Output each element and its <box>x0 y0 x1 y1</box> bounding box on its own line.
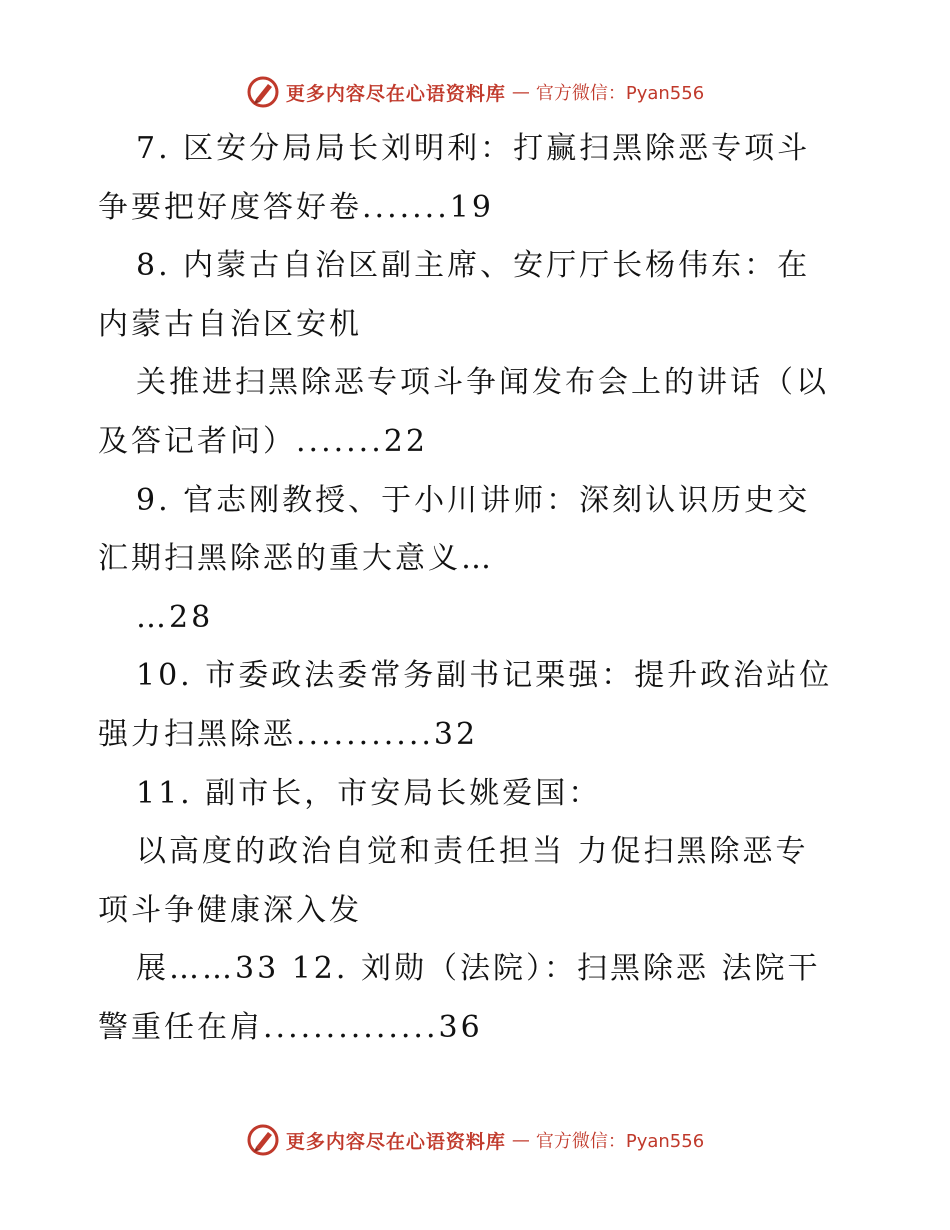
pen-logo-icon <box>246 75 280 109</box>
toc-line: 争要把好度答好卷.......19 <box>98 189 494 225</box>
toc-line: 11. 副市长，市安局长姚爱国： <box>136 775 602 811</box>
toc-line: 10. 市委政法委常务副书记栗强：提升政治站位 <box>136 658 833 694</box>
watermark-separator: — <box>511 1129 530 1151</box>
toc-line: 展……33 12. 刘勋（法院）：扫黑除恶 法院干 <box>136 951 821 987</box>
header-watermark <box>0 72 950 112</box>
toc-line: 汇期扫黑除恶的重大意义… <box>98 541 494 577</box>
watermark-separator: — <box>511 81 530 103</box>
toc-line: 强力扫黑除恶...........32 <box>98 716 479 752</box>
toc-line: 及答记者问）.......22 <box>98 423 428 459</box>
toc-line: 9. 官志刚教授、于小川讲师：深刻认识历史交 <box>136 482 811 518</box>
toc-line: 关推进扫黑除恶专项斗争闻发布会上的讲话（以 <box>136 365 829 401</box>
toc-line: 以高度的政治自觉和责任担当 力促扫黑除恶专 <box>136 834 809 870</box>
pen-logo-icon <box>246 1123 280 1157</box>
toc-line: 8. 内蒙古自治区副主席、安厅厅长杨伟东：在 <box>136 248 811 284</box>
toc-content <box>98 120 858 1058</box>
toc-line: 内蒙古自治区安机 <box>98 306 362 342</box>
toc-line: …28 <box>136 599 214 635</box>
watermark-contact: 官方微信：Pyan556 <box>535 1131 705 1152</box>
watermark-text: 更多内容尽在心语资料库 <box>285 1130 506 1153</box>
watermark-contact: 官方微信：Pyan556 <box>535 83 705 104</box>
toc-line: 项斗争健康深入发 <box>98 892 362 928</box>
watermark-text: 更多内容尽在心语资料库 <box>285 82 506 105</box>
footer-watermark <box>0 1120 950 1160</box>
toc-line: 警重任在肩..............36 <box>98 1009 483 1045</box>
toc-line: 7. 区安分局局长刘明利：打赢扫黑除恶专项斗 <box>136 131 811 166</box>
